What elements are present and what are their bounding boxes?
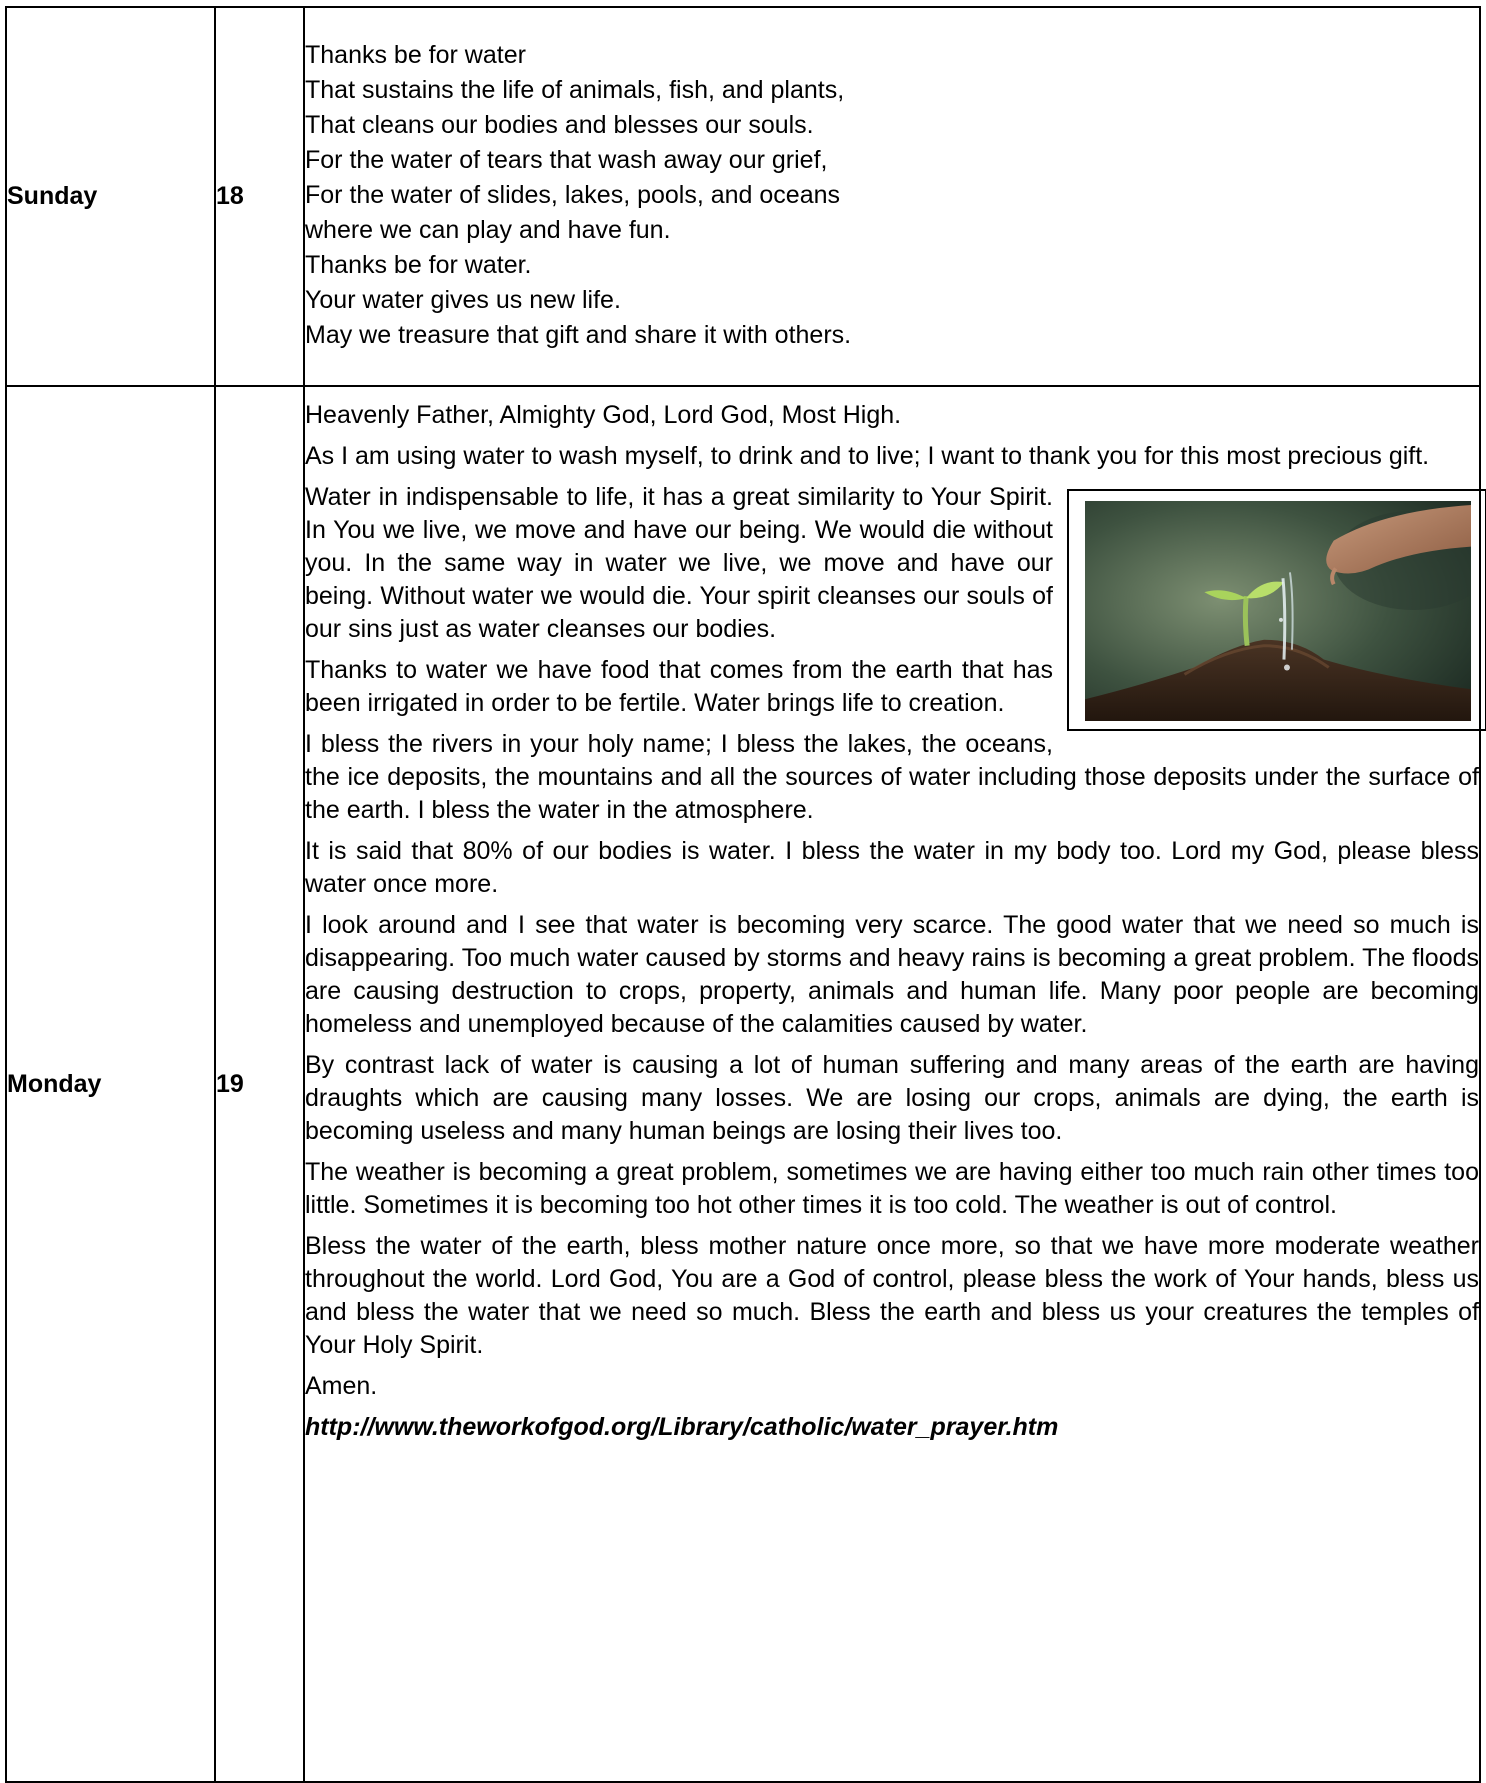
- source-link[interactable]: http://www.theworkofgod.org/Library/catholic/water_prayer.htm: [305, 1413, 1059, 1441]
- prayer-paragraph: Thanks to water we have food that comes from the earth that has been irrigated in order to be fertile. Water brings life to creation.: [305, 656, 1053, 717]
- prayer-text-cell: [304, 386, 1480, 1782]
- prayer-line: May we treasure that gift and share it with others.: [305, 321, 852, 349]
- prayer-line: That cleans our bodies and blesses our souls.: [305, 111, 814, 139]
- prayer-paragraph: The weather is becoming a great problem, sometimes we are having either too much rain other times too little. Sometimes it is becoming too hot other times it is too cold. The weather is out of control.: [305, 1158, 1479, 1219]
- prayer-line: Thanks be for water: [305, 41, 526, 69]
- seedling-image-frame: [1067, 489, 1486, 731]
- prayer-line: Your water gives us new life.: [305, 286, 621, 314]
- date-cell: 18: [215, 7, 304, 386]
- prayer-paragraph: Bless the water of the earth, bless mother nature once more, so that we have more moderate weather throughout the world. Lord God, You are a God of control, please bless the work of Your hands, bless us and bless the water that we need so much. Bless the earth and bless us your creatures the temples of Your Holy Spirit.: [305, 1232, 1479, 1359]
- prayer-paragraph: Amen.: [305, 1372, 378, 1400]
- prayer-line: where we can play and have fun.: [305, 216, 671, 244]
- prayer-line: Thanks be for water.: [305, 251, 532, 279]
- prayer-paragraph: It is said that 80% of our bodies is water. I bless the water in my body too. Lord my God, please bless water once more.: [305, 837, 1479, 898]
- prayer-paragraph: I look around and I see that water is becoming very scarce. The good water that we need so much is disappearing. Too much water caused by storms and heavy rains is becoming a great problem. The floods are causing destruction to crops, property, animals and human life. Many poor people are becoming homeless and unemployed because of the calamities caused by water.: [305, 911, 1479, 1038]
- prayer-line: For the water of slides, lakes, pools, and oceans: [305, 181, 841, 209]
- prayer-text-cell: [304, 7, 1480, 386]
- table-row: [6, 7, 1480, 386]
- day-cell: Monday: [6, 386, 215, 1782]
- date-cell: 19: [215, 386, 304, 1782]
- seedling-photo: [1085, 501, 1471, 721]
- prayer-line: For the water of tears that wash away our grief,: [305, 146, 828, 174]
- prayer-paragraph: I bless the rivers in your holy name; I bless the lakes, the oceans, the ice deposits, the mountains and all the sources of water including those deposits under the surface of the earth. I bless the water in the atmosphere.: [305, 730, 1479, 824]
- prayer-paragraph: By contrast lack of water is causing a lot of human suffering and many areas of the earth are having draughts which are causing many losses. We are losing our crops, animals are dying, the earth is becoming useless and many human beings are losing their lives too.: [305, 1051, 1479, 1145]
- prayer-paragraph: Water in indispensable to life, it has a great similarity to Your Spirit. In You we live, we move and have our being. We would die without you. In the same way in water we live, we move and have our being. Without water we would die. Your spirit cleanses our souls of our sins just as water cleanses our bodies.: [305, 483, 1053, 643]
- prayer-paragraph: As I am using water to wash myself, to drink and to live; I want to thank you for this most precious gift.: [305, 442, 1430, 470]
- prayer-table: [5, 6, 1481, 1783]
- prayer-line: That sustains the life of animals, fish, and plants,: [305, 76, 845, 104]
- prayer-paragraph: Heavenly Father, Almighty God, Lord God, Most High.: [305, 401, 902, 429]
- table-row: [6, 386, 1480, 1782]
- day-cell: Sunday: [6, 7, 215, 386]
